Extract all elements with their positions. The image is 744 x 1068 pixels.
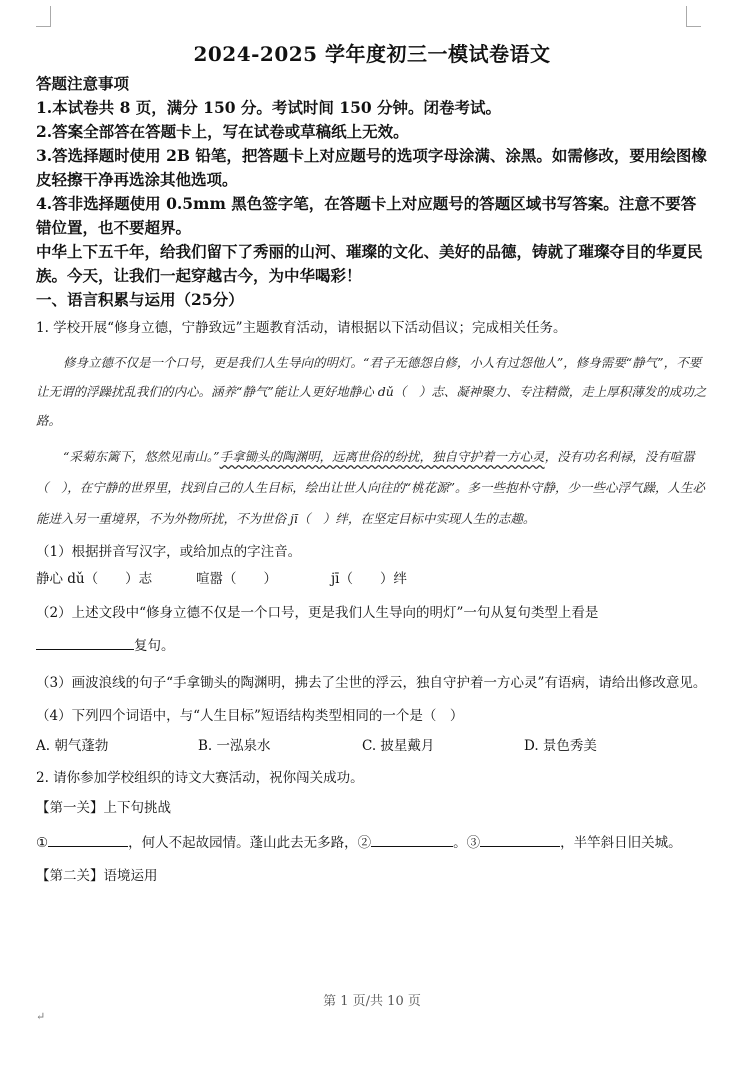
sub1-item-1: 静心 dǔ（ ）志: [36, 571, 153, 587]
crop-mark-left: [36, 6, 51, 27]
q1-stem: 1. 学校开展“修身立德，宁静致远”主题教育活动，请根据以下活动倡议；完成相关任务。: [36, 320, 567, 336]
sub1-item-3: jī（ ）绊: [331, 571, 408, 587]
q1-passage-2: [36, 441, 708, 534]
poem-text-3: ，半竿斜日旧关城。: [560, 835, 682, 851]
poem-text-2: 。③: [453, 835, 481, 851]
q1-sub2-answer-line: [36, 633, 708, 656]
wavy-underlined-sentence: 手拿锄头的陶渊明，远离世俗的纷扰，独自守护着一方心灵: [219, 449, 545, 464]
paragraph-mark: ↵: [36, 1010, 46, 1023]
q2-fill-lines: [36, 828, 708, 858]
blank-number-1: ①: [36, 835, 49, 851]
poem-text-1: ，何人不起故园情。蓬山此去无多路，②: [128, 835, 372, 851]
q1-sub4: （4）下列四个词语中，与“人生目标”短语结构类型相同的一个是（ ）: [36, 708, 464, 724]
option-b: B. 一泓泉水: [198, 738, 271, 754]
option-d: D. 景色秀美: [524, 738, 597, 754]
poem-blank-1[interactable]: [48, 832, 128, 847]
sub1-item-2: 喧嚣（ ）: [196, 571, 277, 587]
sub2-suffix: 复句。: [134, 638, 175, 654]
q1-sub2: （2）上述文段中“修身立德不仅是一个口号，更是我们人生导向的明灯”一句从复句类型上看是: [36, 605, 599, 621]
poem-blank-3[interactable]: [480, 832, 560, 847]
notice-item-2: 2.答案全部答在答题卡上，写在试卷或草稿纸上无效。: [36, 122, 409, 141]
q1-options: [36, 736, 708, 756]
section-heading: 一、语言积累与运用（25分）: [36, 290, 244, 309]
q2-level-2: 【第二关】语境运用: [36, 868, 158, 884]
page-title: 2024-2025 学年度初三一模试卷语文: [193, 42, 551, 66]
intro-paragraph: 中华上下五千年，给我们留下了秀丽的山河、璀璨的文化、美好的品德，铸就了璀璨夺目的华夏民族。今天，让我们一起穿越古今，为中华喝彩！: [36, 242, 703, 285]
notice-item-3: 3.答选择题时使用 2B 铅笔，把答题卡上对应题号的选项字母涂满、涂黑。如需修改，要用绘图橡皮轻擦干净再选涂其他选项。: [36, 146, 707, 189]
exam-page: [36, 70, 708, 886]
poem-blank-2[interactable]: [371, 832, 453, 847]
passage-quote: “采菊东篱下，悠然见南山。”: [63, 449, 220, 464]
crop-mark-right: [686, 6, 701, 27]
page-footer: 第 1 页/共 10 页: [323, 994, 421, 1009]
notice-item-1: 1.本试卷共 8 页，满分 150 分。考试时间 150 分钟。闭卷考试。: [36, 98, 502, 117]
q1-sub1: （1）根据拼音写汉字，或给加点的字注音。: [36, 544, 302, 560]
notice-item-4: 4.答非选择题使用 0.5mm 黑色签字笔，在答题卡上对应题号的答题区域书写答案。注意不要答错位置，也不要超界。: [36, 194, 697, 237]
q2-level-1: 【第一关】上下句挑战: [36, 800, 171, 816]
option-a: A. 朝气蓬勃: [36, 738, 109, 754]
q1-passage-1: 修身立德不仅是一个口号，更是我们人生导向的明灯。“君子无德怨自修，小人有过怨他人”，修身需要“静气”，不要让无谓的浮躁扰乱我们的内心。涵养“静气”能让人更好地静心 dǔ（ ）志、凝神聚力、专注精微，走上厚积薄发的成功之路。: [36, 355, 707, 428]
passage-continuation: ，没有功名利禄，没有喧嚣（ ），在宁静的世界里，找到自己的人生目标，绘出让世人向往的“桃花源”。多一些抱朴守静，少一些心浮气躁，人生必能进入另一重境界，不为外物所扰，不为世俗 jī（ ）绊，在坚定目标中实现人生的志趣。: [36, 449, 706, 526]
q2-stem: 2. 请你参加学校组织的诗文大赛活动，祝你闯关成功。: [36, 770, 364, 786]
q1-sub3: （3）画波浪线的句子“手拿锄头的陶渊明，拂去了尘世的浮云，独自守护着一方心灵”有语病，请给出修改意见。: [36, 675, 707, 691]
option-c: C. 披星戴月: [362, 738, 435, 754]
q1-sub1-items: [36, 569, 708, 589]
answer-blank[interactable]: [36, 633, 134, 650]
notice-heading: 答题注意事项: [36, 74, 130, 93]
